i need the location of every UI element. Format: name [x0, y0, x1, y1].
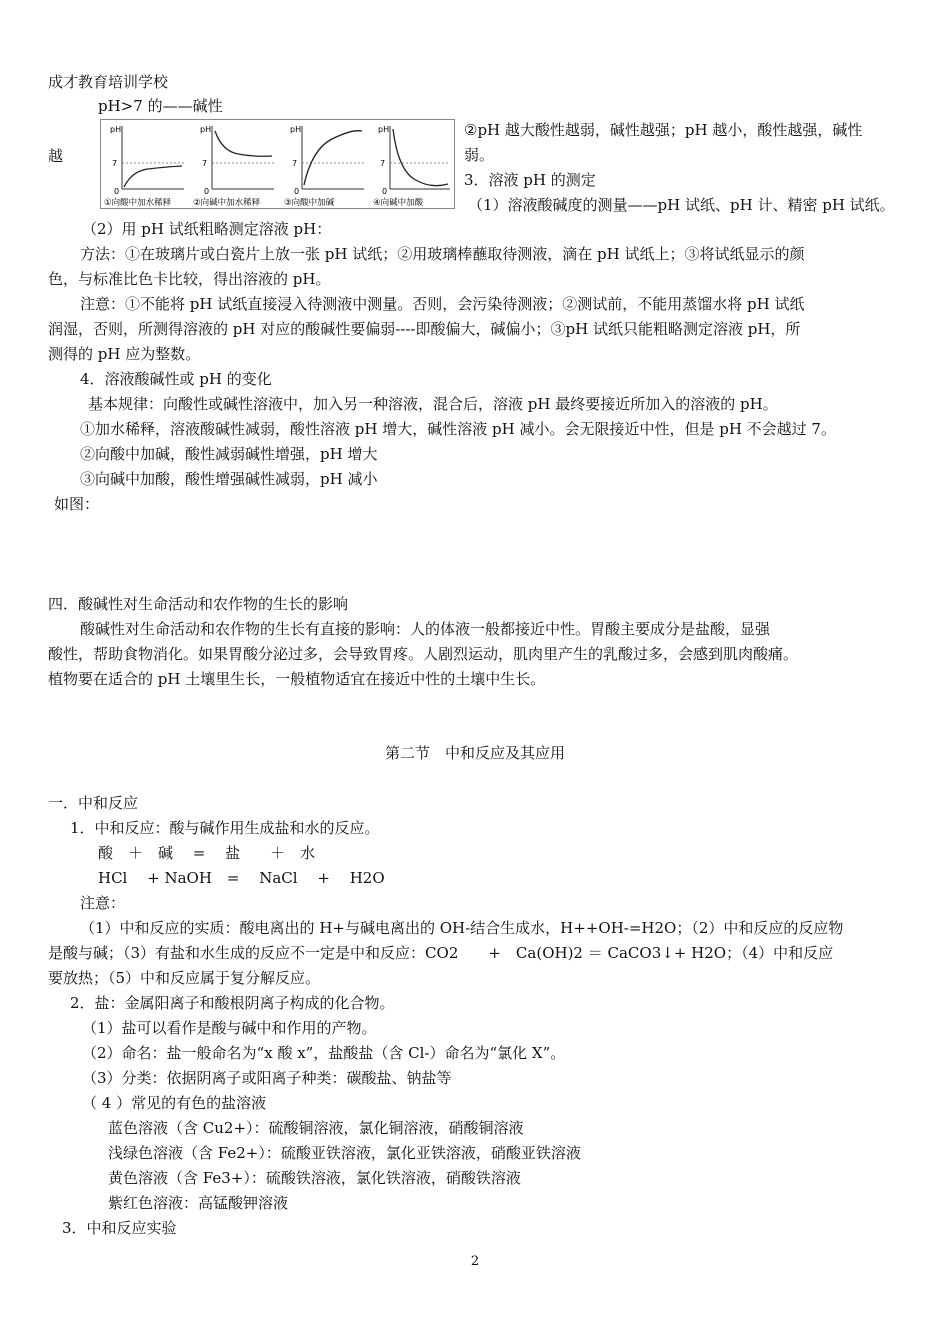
zero-tick: 0 [294, 187, 300, 196]
part1-note-line-3: 要放热；（5）中和反应属于复分解反应。 [48, 969, 321, 987]
salt-item-1: （1）盐可以看作是酸与碱中和作用的产物。 [82, 1019, 377, 1037]
curve-3 [304, 131, 362, 185]
curve-1 [124, 166, 182, 187]
note-line-1: 注意：①不能将 pH 试纸直接浸入待测液中测量。否则，会污染待测液；②测试前，不能用蒸馏水将 pH 试纸 [80, 295, 805, 313]
caption-2: ②向碱中加水稀释 [193, 198, 261, 208]
panel-2-base-dilution [193, 125, 274, 208]
color-blue: 蓝色溶液（含 Cu2+）：硫酸铜溶液，氯化铜溶液，硝酸铜溶液 [108, 1119, 524, 1137]
ph-change-item-3: ③向碱中加酸，酸性增强碱性减弱，pH 减小 [80, 470, 378, 488]
method-line-2: 色，与标准比色卡比较，得出溶液的 pH。 [48, 270, 331, 288]
color-yellow: 黄色溶液（含 Fe3+）：硫酸铁溶液，氯化铁溶液，硝酸铁溶液 [108, 1169, 521, 1187]
part1-note-line-1: （1）中和反应的实质：酸电离出的 H+与碱电离出的 OH-结合生成水，H++OH-=H2O；（2）中和反应的反应物 [80, 919, 844, 937]
salt-title: 2．盐：金属阳离子和酸根阴离子构成的化合物。 [70, 994, 395, 1012]
zero-tick: 0 [204, 187, 210, 196]
zero-tick: 0 [382, 187, 388, 196]
right-col-line-2: 弱。 [464, 146, 495, 164]
seven-tick: 7 [112, 159, 118, 168]
ph-measure-tools: （1）溶液酸碱度的测量——pH 试纸、pH 计、精密 pH 试纸。 [468, 196, 895, 214]
part4-para-line-3: 植物要在适合的 pH 土壤里生长，一般植物适宜在接近中性的土壤中生长。 [48, 670, 546, 688]
equation-formula: HCl + NaOH = NaCl + H2O [98, 869, 385, 887]
seven-tick: 7 [202, 159, 208, 168]
part4-para-line-1: 酸碱性对生命活动和农作物的生长有直接的影响：人的体液一般都接近中性。胃酸主要成分是盐酸，显强 [80, 620, 771, 638]
ph-measure-title: 3．溶液 pH 的测定 [464, 171, 596, 189]
ru-tu-label: 如图： [54, 495, 100, 513]
ph-change-title: 4．溶液酸碱性或 pH 的变化 [80, 370, 272, 388]
ph-curves-figure [100, 119, 455, 209]
part4-title: 四．酸碱性对生命活动和农作物的生长的影响 [48, 595, 349, 613]
panel-1-acid-dilution [104, 125, 184, 208]
ph-change-rule: 基本规律：向酸性或碱性溶液中，加入另一种溶液，混合后，溶液 pH 最终要接近所加入的溶液的 pH。 [88, 395, 778, 413]
caption-4: ④向碱中加酸 [373, 198, 424, 208]
header-school: 成才教育培训学校 [48, 73, 169, 91]
note-line-2: 润湿，否则，所测得溶液的 pH 对应的酸碱性要偏弱----即酸偏大，碱偏小；③pH 试纸只能粗略测定溶液 pH，所 [48, 320, 801, 338]
ph-gt7-line: pH>7 的——碱性 [98, 97, 223, 115]
y-axis-label: pH [110, 125, 122, 134]
ph-paper-title: （2）用 pH 试纸粗略测定溶液 pH： [82, 220, 332, 238]
neutralization-def: 1．中和反应：酸与碱作用生成盐和水的反应。 [70, 819, 380, 837]
panel-4-base-plus-acid [373, 125, 450, 208]
right-col-line-1: ②pH 越大酸性越弱，碱性越强；pH 越小，酸性越强，碱性 [464, 121, 863, 139]
ph-change-item-2: ②向酸中加碱，酸性减弱碱性增强，pH 增大 [80, 445, 378, 463]
part1-note-line-2: 是酸与碱；（3）有盐和水生成的反应不一定是中和反应：CO2 + Ca(OH)2 ＝ CaCO3↓+ H2O；（4）中和反应 [48, 944, 834, 962]
panel-3-acid-plus-base [284, 125, 364, 208]
salt-item-3: （3）分类：依据阴离子或阳离子种类：碳酸盐、钠盐等 [82, 1069, 452, 1087]
method-line-1: 方法：①在玻璃片或白瓷片上放一张 pH 试纸；②用玻璃棒蘸取待测液，滴在 pH 试纸上；③将试纸显示的颜 [80, 245, 805, 263]
curve-4 [393, 129, 448, 186]
page-number: 2 [470, 1254, 480, 1269]
caption-3: ③向酸中加碱 [284, 198, 335, 208]
experiment-title: 3．中和反应实验 [62, 1219, 177, 1237]
yue-char: 越 [48, 147, 64, 165]
note-line-3: 测得的 pH 应为整数。 [48, 345, 201, 363]
y-axis-label: pH [200, 125, 212, 134]
salt-item-2: （2）命名：盐一般命名为“x 酸 x”，盐酸盐（含 Cl-）命名为“氯化 X”。 [82, 1044, 566, 1062]
section-title: 第二节 中和反应及其应用 [384, 744, 565, 762]
y-axis-label: pH [290, 125, 302, 134]
seven-tick: 7 [292, 159, 298, 168]
curve-2 [215, 131, 272, 156]
seven-tick: 7 [380, 159, 386, 168]
color-lightgreen: 浅绿色溶液（含 Fe2+）：硫酸亚铁溶液，氯化亚铁溶液，硝酸亚铁溶液 [108, 1144, 581, 1162]
zero-tick: 0 [114, 187, 120, 196]
part1-title: 一．中和反应 [48, 794, 139, 812]
caption-1: ①向酸中加水稀释 [104, 198, 172, 208]
y-axis-label: pH [378, 125, 390, 134]
note-label: 注意： [80, 894, 126, 912]
ph-change-item-1: ①加水稀释，溶液酸碱性减弱，酸性溶液 pH 增大，碱性溶液 pH 减小。会无限接近中性，但是 pH 不会越过 7。 [80, 420, 836, 438]
equation-words: 酸 ＋ 碱 = 盐 ＋ 水 [98, 844, 316, 862]
part4-para-line-2: 酸性，帮助食物消化。如果胃酸分泌过多，会导致胃疼。人剧烈运动，肌肉里产生的乳酸过多，会感到肌肉酸痛。 [48, 645, 799, 663]
color-purple: 紫红色溶液：高锰酸钾溶液 [108, 1194, 289, 1212]
salt-item-4: （ 4 ）常见的有色的盐溶液 [82, 1094, 267, 1112]
